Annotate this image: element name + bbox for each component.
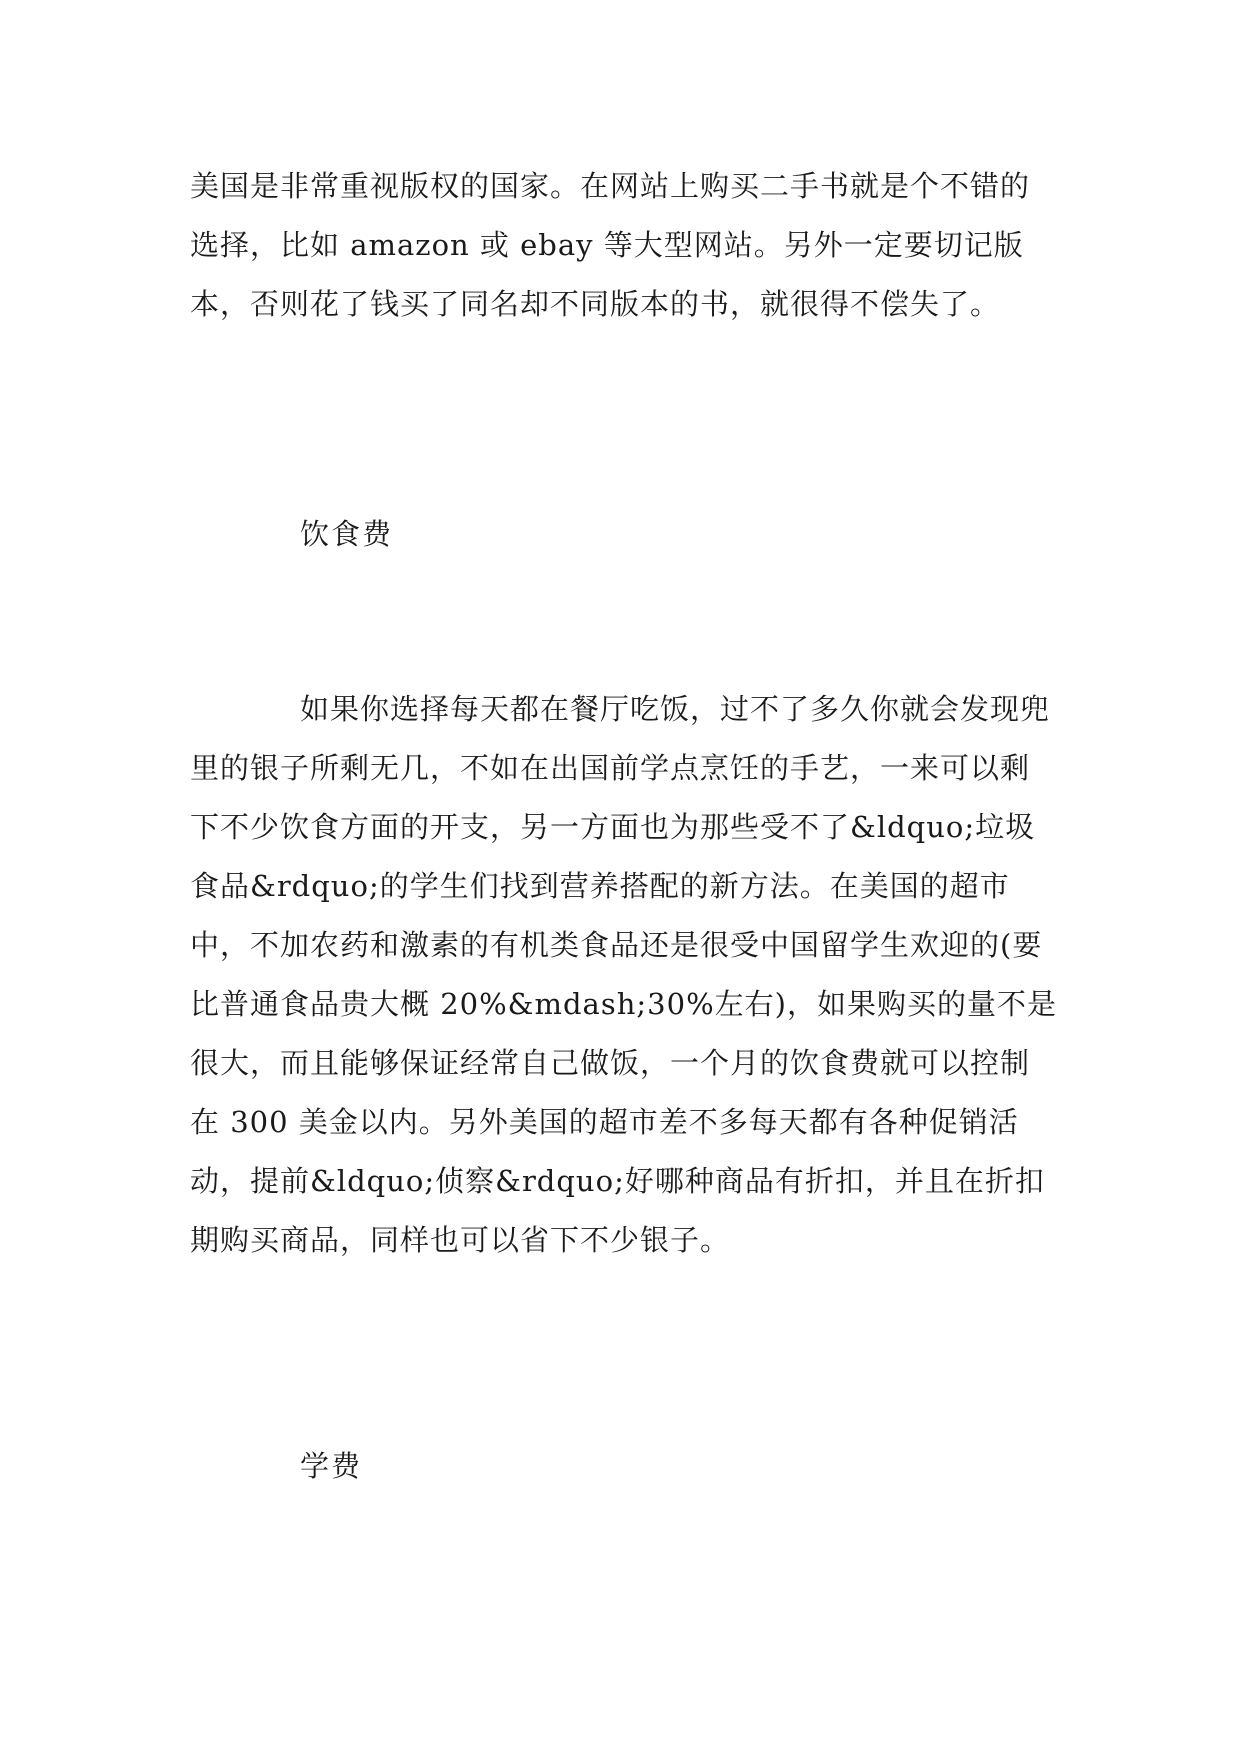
section-heading-food-cost: 饮食费 [300,517,394,551]
paragraph-food-cost: 如果你选择每天都在餐厅吃饭，过不了多久你就会发现兜里的银子所剩无几，不如在出国前学点烹饪的手艺，一来可以剩下不少饮食方面的开支，另一方面也为那些受不了&ldquo;垃圾食品&rdquo;的学生们找到营养搭配的新方法。在美国的超市中，不加农药和激素的有机类食品还是很受中国留学生欢迎的(要比普通食品贵大概 20%&mdash;30%左右)，如果购买的量不是很大，而且能够保证经常自己做饭，一个月的饮食费就可以控制在 300 美金以内。另外美国的超市差不多每天都有各种促销活动，提前&ldquo;侦察&rdquo;好哪种商品有折扣，并且在折扣期购买商品，同样也可以省下不少银子。 [190,692,1057,1257]
paragraph-used-books: 美国是非常重视版权的国家。在网站上购买二手书就是个不错的选择，比如 amazon 或 ebay 等大型网站。另外一定要切记版本，否则花了钱买了同名却不同版本的书，就很得不偿失了。 [190,169,1031,321]
section-heading-tuition: 学费 [300,1449,363,1483]
